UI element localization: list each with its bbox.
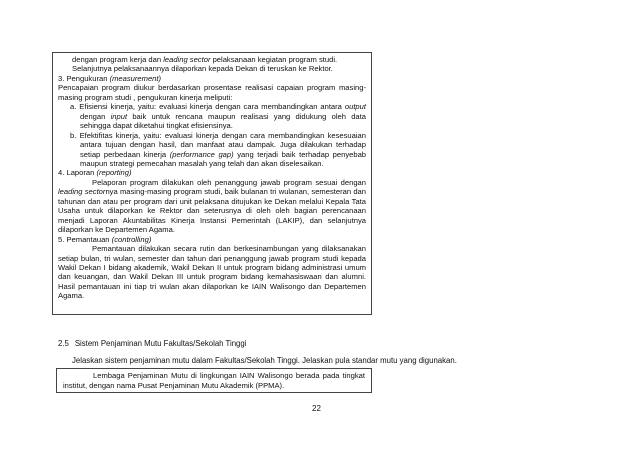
- item-number: 3.: [58, 73, 65, 83]
- text: Pemantauan dilakukan secara rutin dan berkesinambungan yang dilaksanakan setiap bulan, tri wulan, semester dan tahun dari penanggung jawab program studi kepada Wakil Dekan I bidang akademik, Wakil Dekan II untuk program bidang administrasi umum dan keuangan, dan Wakil Dekan III untuk program bidang kemahasiswaan dan alumni. Hasil pemantauan ini tiap tri wulan akan dilaporkan ke IAIN Walisongo dan Departemen Agama.: [58, 244, 366, 301]
- section-title: Sistem Penjaminan Mutu Fakultas/Sekolah Tinggi: [74, 339, 247, 348]
- content-box: [52, 52, 372, 315]
- list-item: [58, 131, 366, 169]
- text: yang terjadi baik terhadap penyebab maupun strategi pemecahan masalah yang telah dan akan diselesaikan.: [80, 149, 367, 168]
- section-heading: [58, 339, 246, 348]
- text: dengan program kerja dan: [72, 55, 164, 64]
- item-label: Pemantauan: [66, 234, 110, 244]
- section-number: 2.5: [58, 339, 69, 348]
- item-heading: [58, 168, 366, 177]
- text: a. Efisiensi kinerja, yaitu: evaluasi kinerja dengan cara membandingkan antara: [70, 102, 345, 112]
- list-item: [58, 102, 366, 130]
- item-label-italic: (measurement): [109, 73, 162, 83]
- page-number: 22: [312, 404, 321, 413]
- item-label: Pengukuran: [66, 73, 108, 83]
- text: Selanjutnya pelaksanaannya dilaporkan kepada Dekan di teruskan ke Rektor.: [72, 64, 333, 74]
- text-italic: leading sector: [58, 187, 106, 197]
- paragraph: [58, 83, 366, 102]
- item-heading: [58, 74, 366, 83]
- text: nya masing-masing program studi, baik bulanan tri wulanan, semesteran dan tahunan dan atau per program dari unit pelaksana ditujukan ke Dekan melalui Kepala Tata Usaha untuk dilaporkan ke Rektor dan seterusnya di oleh oleh bagian perencanaan menjadi Laporan Akuntabilitas Kinerja Instansi Pemerintah (LAKIP), dan selanjutnya dilaporkan ke Departemen Agama.: [58, 187, 366, 235]
- paragraph: [58, 64, 366, 73]
- paragraph: [58, 55, 366, 64]
- item-label: Laporan: [66, 168, 95, 178]
- item-number: 5.: [58, 234, 65, 244]
- text-italic: (performance gap): [169, 149, 234, 159]
- text: baik untuk rencana maupun realisasi yang didukung oleh data sehingga dapat diketahui tingkat efisiensinya.: [80, 111, 366, 131]
- answer-text: Lembaga Penjaminan Mutu di lingkungan IAIN Walisongo berada pada tingkat institut, dengan nama Pusat Penjaminan Mutu Akademik (PPMA).: [63, 371, 365, 390]
- text: b. Efektifitas kinerja, yaitu: evaluasi kinerja dengan cara membandingkan kesesuaian antara tujuan dengan hasil, dan manfaat atau dampak. Juga dilakukan terhadap setiap perbedaan kinerja: [70, 130, 366, 159]
- text: pelaksanaan kegiatan program studi.: [210, 55, 338, 64]
- text: dengan: [80, 111, 111, 121]
- item-label-italic: (reporting): [96, 168, 132, 178]
- item-heading: [58, 235, 366, 244]
- answer-box: [56, 368, 372, 393]
- item-number: 4.: [58, 168, 65, 178]
- item-label-italic: (controlling): [111, 234, 152, 244]
- paragraph: [58, 244, 366, 301]
- text: Pelaporan program dilakukan oleh penanggung jawab program sesuai dengan: [92, 177, 366, 187]
- instruction-text: Jelaskan sistem penjaminan mutu dalam Fakultas/Sekolah Tinggi. Jelaskan pula standar mutu yang digunakan.: [72, 356, 457, 365]
- text-italic: leading sector: [163, 55, 211, 64]
- text: Pencapaian program diukur berdasarkan prosentase realisasi capaian program masing-masing program studi , pengukuran kinerja meliputi:: [58, 83, 366, 102]
- paragraph: [58, 178, 366, 235]
- text-italic: output: [344, 102, 366, 112]
- text-italic: input: [110, 111, 128, 121]
